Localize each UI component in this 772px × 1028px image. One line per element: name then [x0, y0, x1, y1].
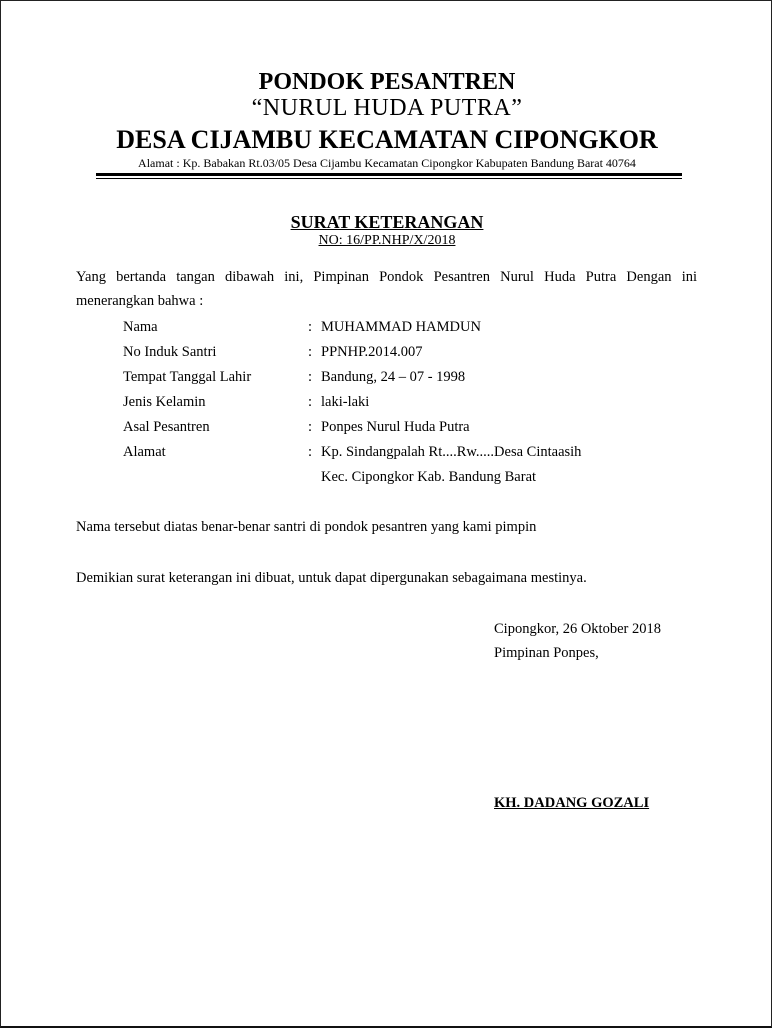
field-label-address: Alamat [123, 444, 166, 460]
field-colon: : [308, 394, 313, 410]
field-colon: : [308, 319, 313, 335]
institution-address: Alamat : Kp. Babakan Rt.03/05 Desa Cijambu Kecamatan Cipongkor Kabupaten Bandung Barat 40764 [138, 156, 636, 170]
field-colon: : [308, 444, 313, 460]
letter-number: NO: 16/PP.NHP/X/2018 [318, 233, 456, 248]
statement-text: Nama tersebut diatas benar-benar santri di pondok pesantren yang kami pimpin [76, 519, 537, 535]
field-label-name: Nama [123, 319, 158, 335]
field-label-gender: Jenis Kelamin [123, 394, 206, 410]
closing-text: Demikian surat keterangan ini dibuat, untuk dapat dipergunakan sebagaimana mestinya. [76, 570, 587, 586]
field-value-gender: laki-laki [321, 394, 370, 410]
institution-name: “NURUL HUDA PUTRA” [251, 95, 523, 121]
field-value-school: Ponpes Nurul Huda Putra [321, 419, 470, 435]
field-label-birth: Tempat Tanggal Lahir [123, 369, 252, 385]
institution-type: PONDOK PESANTREN [258, 69, 516, 95]
field-value-name: MUHAMMAD HAMDUN [321, 319, 481, 335]
field-colon: : [308, 369, 313, 385]
institution-location: DESA CIJAMBU KECAMATAN CIPONGKOR [116, 125, 658, 154]
header-divider-thick [96, 173, 682, 176]
signature-position: Pimpinan Ponpes, [494, 645, 599, 661]
field-label-student-id: No Induk Santri [123, 344, 217, 360]
header-divider-thin [96, 178, 682, 179]
field-colon: : [308, 419, 313, 435]
field-value-address-line-2: Kec. Cipongkor Kab. Bandung Barat [321, 469, 537, 485]
field-value-address: Kp. Sindangpalah Rt....Rw.....Desa Cintaasih [321, 444, 582, 460]
field-value-birth: Bandung, 24 – 07 - 1998 [321, 369, 466, 385]
field-colon: : [308, 344, 313, 360]
signature-name: KH. DADANG GOZALI [494, 795, 650, 811]
intro-line-2: menerangkan bahwa : [76, 293, 204, 309]
field-value-student-id: PPNHP.2014.007 [321, 344, 423, 360]
intro-line-1: Yang bertanda tangan dibawah ini, Pimpinan Pondok Pesantren Nurul Huda Putra Dengan ini [76, 269, 697, 285]
signature-place-date: Cipongkor, 26 Oktober 2018 [494, 621, 661, 637]
letter-title: SURAT KETERANGAN [290, 212, 484, 232]
field-label-school: Asal Pesantren [123, 419, 210, 435]
